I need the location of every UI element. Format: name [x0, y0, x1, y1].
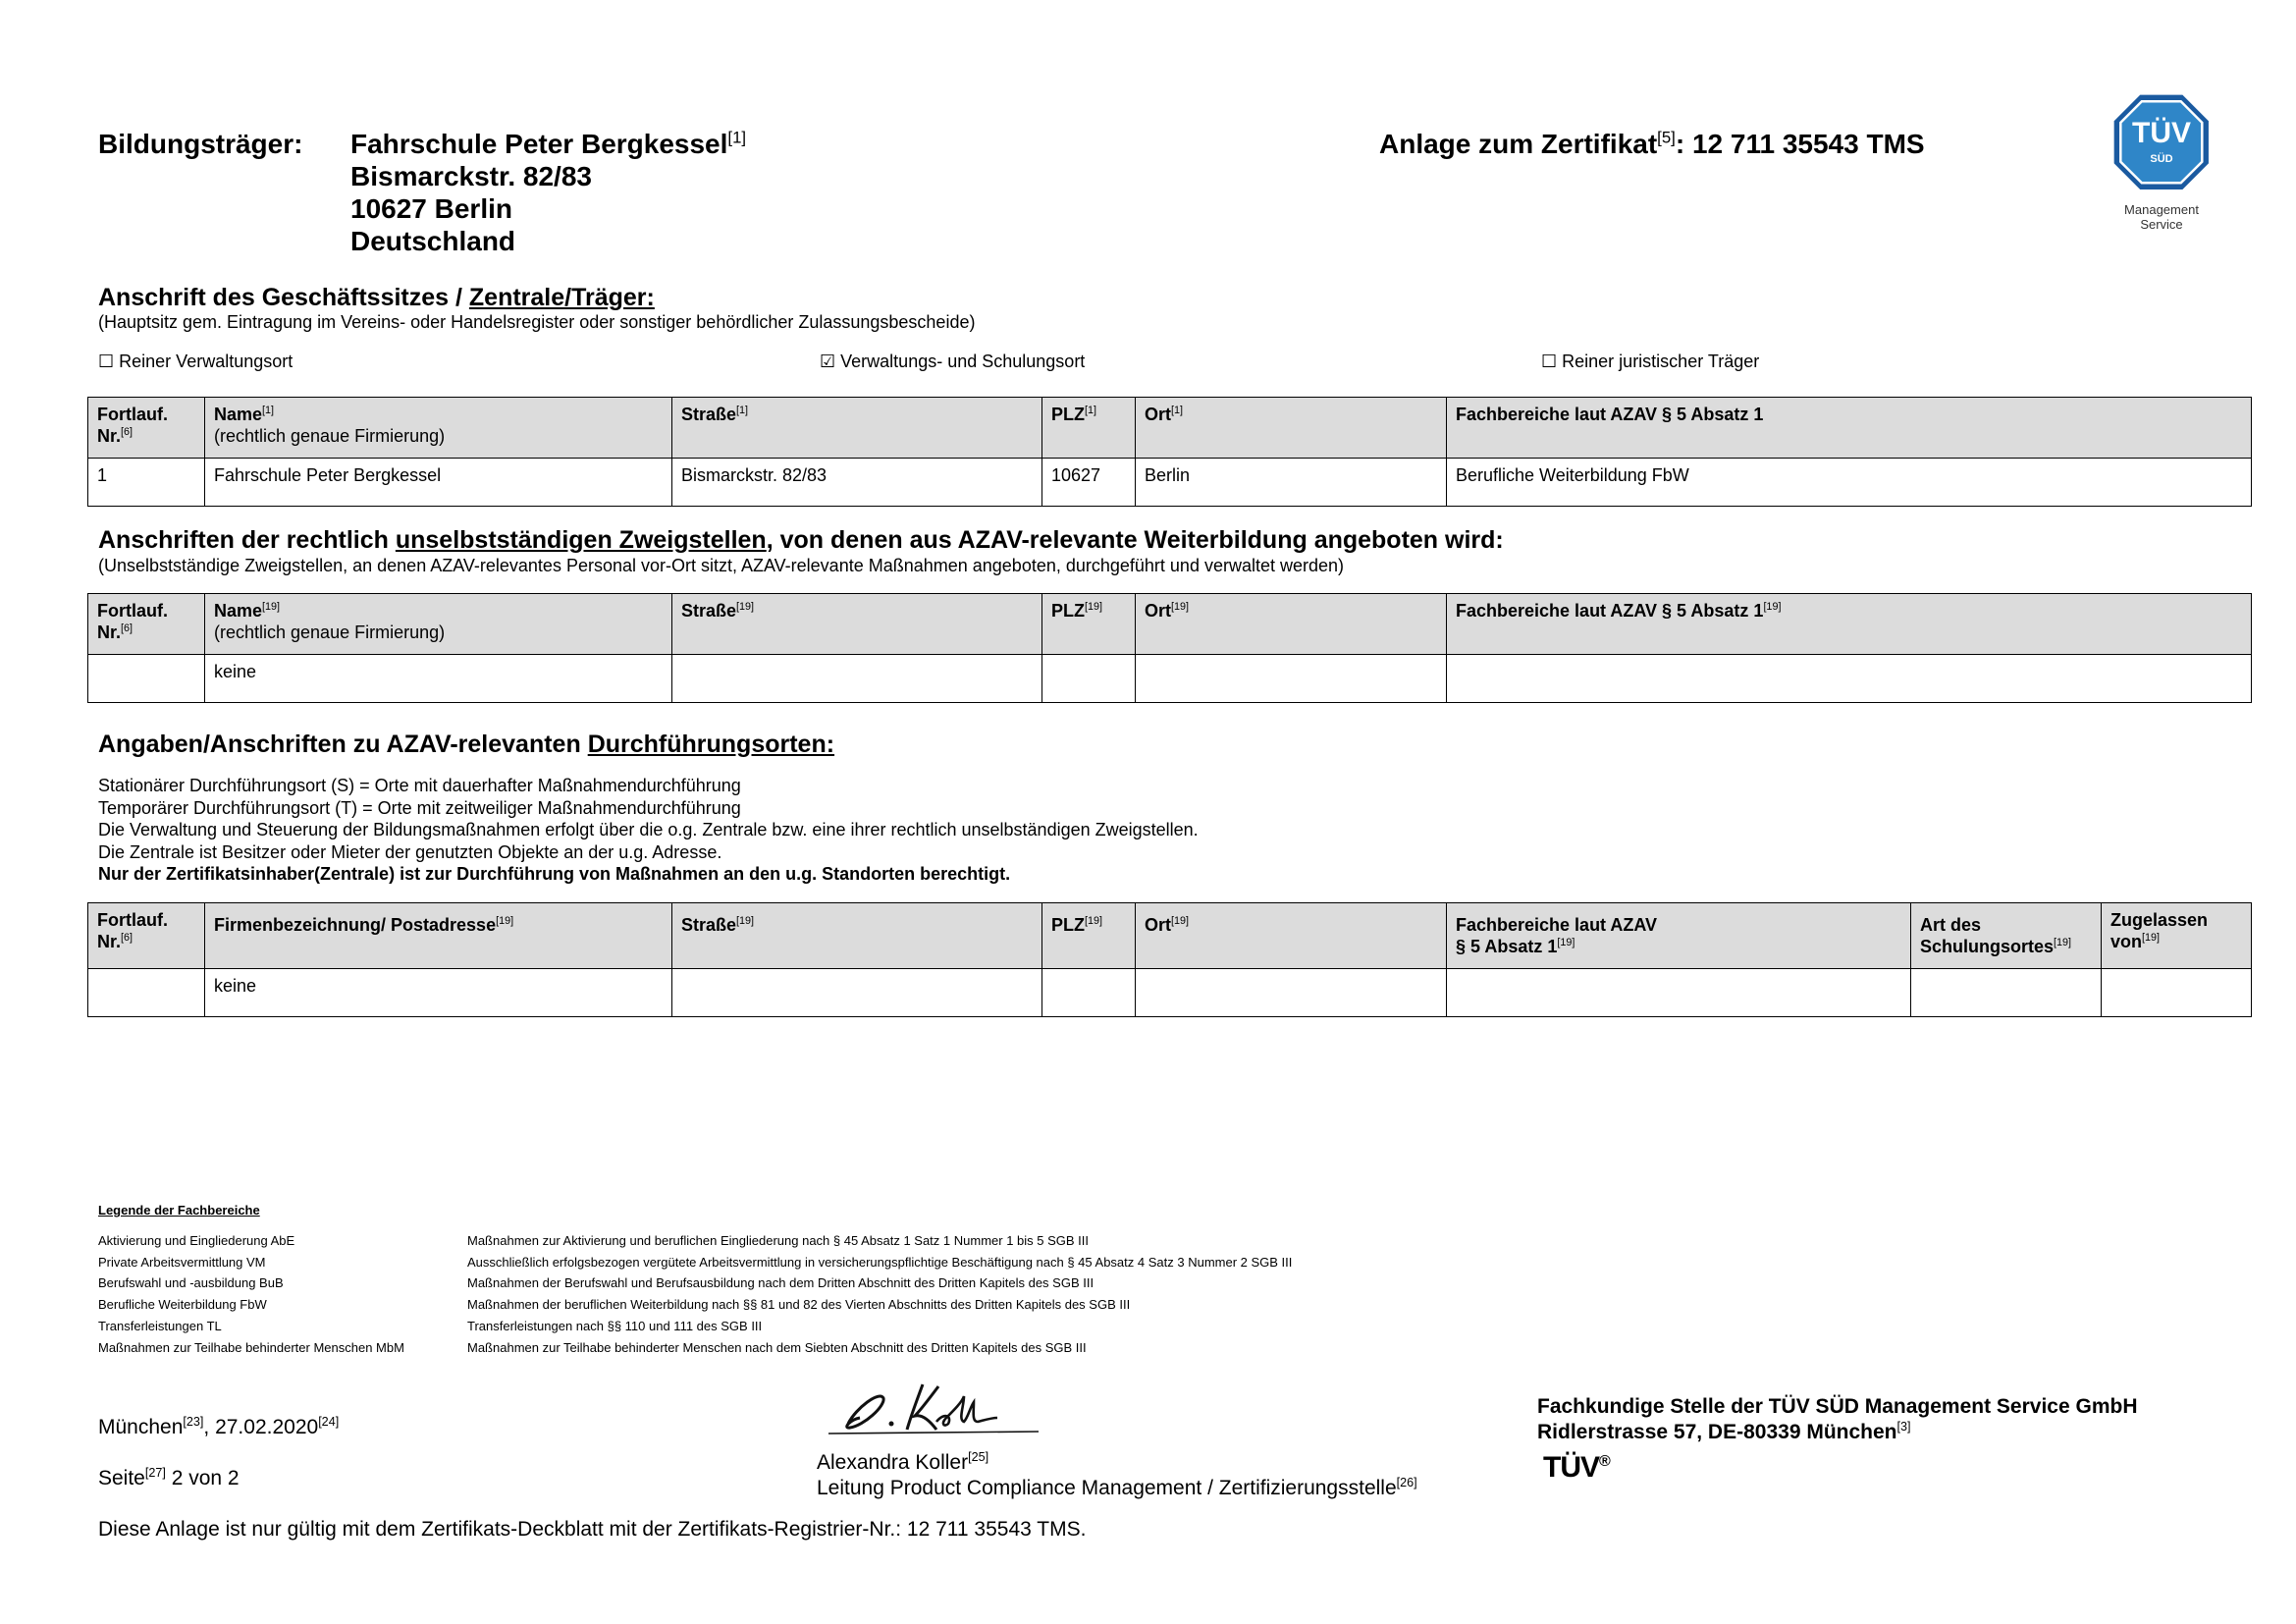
- col-fachbereiche: Fachbereiche laut AZAV § 5 Absatz 1[19]: [1447, 903, 1911, 969]
- col-street: Straße[19]: [672, 903, 1042, 969]
- col-street: Straße[19]: [672, 594, 1042, 655]
- legend-description: Maßnahmen der Berufswahl und Berufsausbildung nach dem Dritten Abschnitt des Dritten Kapitels des SGB III: [467, 1275, 1095, 1291]
- checkbox-reiner-verwaltungsort[interactable]: ☐ Reiner Verwaltungsort: [98, 352, 294, 371]
- cell-ort: [1136, 655, 1447, 703]
- cell-fachbereiche: [1447, 655, 2252, 703]
- col-plz: PLZ[19]: [1042, 594, 1136, 655]
- cell-zugelassen: [2102, 969, 2252, 1017]
- legend-title: Legende der Fachbereiche: [98, 1203, 260, 1218]
- legend-description: Maßnahmen zur Aktivierung und beruflichen Eingliederung nach § 45 Absatz 1 Satz 1 Nummer 1 bis 5 SGB III: [467, 1233, 1090, 1248]
- issuer-country: Deutschland: [350, 226, 516, 256]
- place-date: München[23], 27.02.2020[24]: [98, 1415, 340, 1438]
- branches-table: [87, 593, 2252, 703]
- logo-caption: Management Service: [2124, 202, 2199, 232]
- cell-name: keine: [205, 655, 672, 703]
- description-bold-line: Nur der Zertifikatsinhaber(Zentrale) ist zur Durchführung von Maßnahmen an den u.g. Standorten berechtigt.: [98, 864, 1011, 884]
- signer-name: Alexandra Koller[25]: [817, 1450, 989, 1474]
- cell-nr: [88, 655, 205, 703]
- col-fachbereiche: Fachbereiche laut AZAV § 5 Absatz 1[19]: [1447, 594, 2252, 655]
- cell-plz: [1042, 655, 1136, 703]
- legend-term: Aktivierung und Eingliederung AbE: [98, 1233, 295, 1248]
- section3-title: Angaben/Anschriften zu AZAV-relevanten Durchführungsorten:: [98, 731, 835, 758]
- issuer-address: [350, 128, 746, 257]
- legend-term: Berufswahl und -ausbildung BuB: [98, 1275, 284, 1291]
- section1-subtitle: (Hauptsitz gem. Eintragung im Vereins- oder Handelsregister oder sonstiger behördlicher Zulassungsbescheide): [98, 312, 976, 332]
- legend-descriptions: [467, 1230, 1292, 1358]
- cell-plz: [1042, 969, 1136, 1017]
- svg-text:TÜV: TÜV: [2132, 117, 2191, 149]
- cell-nr: 1: [88, 459, 205, 507]
- page-number: Seite[27] 2 von 2: [98, 1466, 240, 1489]
- issuer-city: 10627 Berlin: [350, 193, 512, 224]
- col-art: Art des Schulungsortes[19]: [1911, 903, 2102, 969]
- description-line: Die Zentrale ist Besitzer oder Mieter der genutzten Objekte an der u.g. Adresse.: [98, 841, 722, 862]
- cell-street: [672, 969, 1042, 1017]
- table-header-row: [88, 398, 2252, 459]
- col-name: Name[19] (rechtlich genaue Firmierung): [205, 594, 672, 655]
- table-row: [88, 969, 2252, 1017]
- col-nr: Fortlauf. Nr.[6]: [88, 398, 205, 459]
- table-row: [88, 655, 2252, 703]
- cell-art: [1911, 969, 2102, 1017]
- certification-body: [1537, 1394, 2138, 1445]
- table-header-row: [88, 594, 2252, 655]
- section3-description: [98, 775, 1199, 886]
- legend-term: Maßnahmen zur Teilhabe behinderter Menschen MbM: [98, 1339, 404, 1355]
- table-row: [88, 459, 2252, 507]
- cell-street: [672, 655, 1042, 703]
- checkbox-checked-icon: ☑: [820, 352, 836, 371]
- certification-body-name: Fachkundige Stelle der TÜV SÜD Management Service GmbH: [1537, 1395, 2138, 1418]
- cell-nr: [88, 969, 205, 1017]
- tuv-octagon-icon: [2103, 93, 2220, 201]
- signer-role: Leitung Product Compliance Management / Zertifizierungsstelle[26]: [817, 1476, 1417, 1499]
- legend-description: Transferleistungen nach §§ 110 und 111 des SGB III: [467, 1318, 763, 1333]
- description-line: Stationärer Durchführungsort (S) = Orte mit dauerhafter Maßnahmendurchführung: [98, 776, 741, 795]
- col-zugelassen: Zugelassen von[19]: [2102, 903, 2252, 969]
- tuv-sud-logo: [2103, 93, 2220, 232]
- validity-note: Diese Anlage ist nur gültig mit dem Zertifikats-Deckblatt mit der Zertifikats-Registrier-Nr.: 12 711 35543 TMS.: [98, 1518, 1087, 1541]
- tuv-small-logo: TÜV®: [1543, 1451, 1610, 1484]
- checkbox-verwaltungs-und-schulungsort[interactable]: ☑ Verwaltungs- und Schulungsort: [820, 352, 1086, 371]
- svg-text:SÜD: SÜD: [2150, 153, 2173, 165]
- legend-description: Ausschließlich erfolgsbezogen vergütete Arbeitsvermittlung in versicherungspflichtige Beschäftigung nach § 45 Absatz 4 Satz 3 Nummer 2 SGB III: [467, 1254, 1293, 1270]
- checkbox-reiner-juristischer-traeger[interactable]: ☐ Reiner juristischer Träger: [1541, 352, 1760, 371]
- section2-title: Anschriften der rechtlich unselbstständigen Zweigstellen, von denen aus AZAV-relevante Weiterbildung angeboten wird:: [98, 526, 1504, 554]
- signer-block: [817, 1450, 1417, 1501]
- checkbox-empty-icon: ☐: [98, 352, 115, 371]
- issuer-label: Bildungsträger:: [98, 129, 303, 159]
- description-line: Die Verwaltung und Steuerung der Bildungsmaßnahmen erfolgt über die o.g. Zentrale bzw. eine ihrer rechtlich unselbständigen Zweigstellen.: [98, 820, 1199, 839]
- description-line: Temporärer Durchführungsort (T) = Orte mit zeitweiliger Maßnahmendurchführung: [98, 797, 741, 818]
- section1-title: Anschrift des Geschäftssitzes / Zentrale/Träger:: [98, 284, 655, 311]
- cell-fachbereiche: [1447, 969, 1911, 1017]
- cell-fachbereiche: Berufliche Weiterbildung FbW: [1447, 459, 2252, 507]
- col-street: Straße[1]: [672, 398, 1042, 459]
- certificate-number: Anlage zum Zertifikat[5]: 12 711 35543 TMS: [1379, 128, 1925, 159]
- table-header-row: [88, 903, 2252, 969]
- legend-term: Berufliche Weiterbildung FbW: [98, 1297, 267, 1313]
- col-ort: Ort[1]: [1136, 398, 1447, 459]
- issuer-street: Bismarckstr. 82/83: [350, 161, 592, 191]
- cell-ort: [1136, 969, 1447, 1017]
- col-nr: Fortlauf. Nr.[6]: [88, 594, 205, 655]
- col-plz: PLZ[1]: [1042, 398, 1136, 459]
- legend-description: Maßnahmen der beruflichen Weiterbildung nach §§ 81 und 82 des Vierten Abschnitts des Dritten Kapitels des SGB III: [467, 1297, 1131, 1313]
- cell-name: keine: [205, 969, 672, 1017]
- col-nr: Fortlauf. Nr.[6]: [88, 903, 205, 969]
- legend-term: Private Arbeitsvermittlung VM: [98, 1254, 266, 1270]
- col-ort: Ort[19]: [1136, 903, 1447, 969]
- issuer-name: Fahrschule Peter Bergkessel[1]: [350, 128, 747, 159]
- col-name: Firmenbezeichnung/ Postadresse[19]: [205, 903, 672, 969]
- col-fachbereiche: Fachbereiche laut AZAV § 5 Absatz 1: [1447, 398, 2252, 459]
- legend-description: Maßnahmen zur Teilhabe behinderter Menschen nach dem Siebten Abschnitt des Dritten Kapitels des SGB III: [467, 1339, 1087, 1355]
- cell-plz: 10627: [1042, 459, 1136, 507]
- locations-table: [87, 902, 2252, 1017]
- certification-body-address: Ridlerstrasse 57, DE-80339 München[3]: [1537, 1420, 1911, 1443]
- checkbox-empty-icon: ☐: [1541, 352, 1558, 371]
- cell-street: Bismarckstr. 82/83: [672, 459, 1042, 507]
- headquarters-table: [87, 397, 2252, 507]
- col-name: Name[1] (rechtlich genaue Firmierung): [205, 398, 672, 459]
- col-plz: PLZ[19]: [1042, 903, 1136, 969]
- cell-name: Fahrschule Peter Bergkessel: [205, 459, 672, 507]
- legend-terms: [98, 1230, 404, 1358]
- section2-subtitle: (Unselbstständige Zweigstellen, an denen AZAV-relevantes Personal vor-Ort sitzt, AZAV-relevante Maßnahmen angeboten, durchgeführt und verwaltet werden): [98, 556, 1345, 575]
- legend-term: Transferleistungen TL: [98, 1318, 222, 1333]
- cell-ort: Berlin: [1136, 459, 1447, 507]
- col-ort: Ort[19]: [1136, 594, 1447, 655]
- signature-graphic: [821, 1373, 1046, 1441]
